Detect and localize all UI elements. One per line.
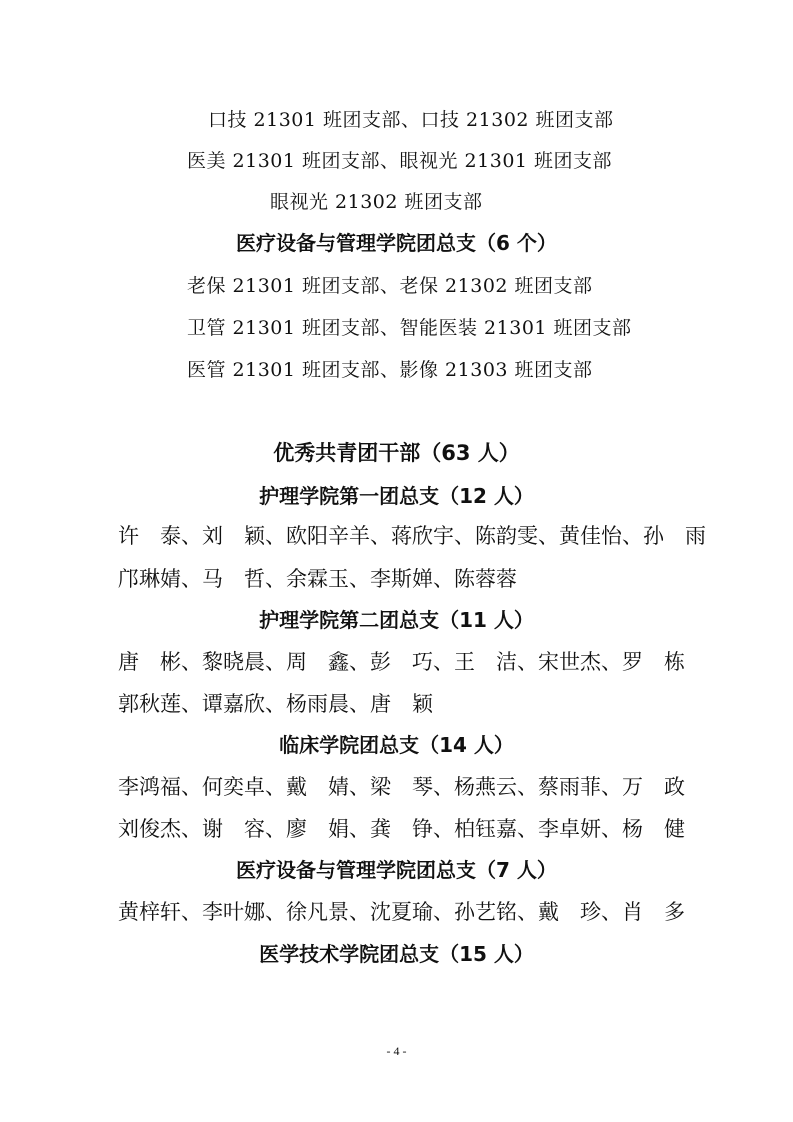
name-list-line: 许 泰、刘 颖、欧阳辛羊、蒋欣宇、陈韵雯、黄佳怡、孙 雨 bbox=[118, 524, 706, 548]
name-list-line: 郭秋莲、谭嘉欣、杨雨晨、唐 颖 bbox=[118, 692, 433, 716]
section-heading-equipment-branches: 医疗设备与管理学院团总支（6 个） bbox=[236, 231, 557, 255]
branch-list-line: 卫管 21301 班团支部、智能医装 21301 班团支部 bbox=[187, 317, 632, 339]
branch-list-line: 医管 21301 班团支部、影像 21303 班团支部 bbox=[187, 359, 593, 381]
name-list-line: 李鸿福、何奕卓、戴 婧、梁 琴、杨燕云、蔡雨菲、万 政 bbox=[118, 775, 685, 799]
name-list-line: 黄梓轩、李叶娜、徐凡景、沈夏瑜、孙艺铭、戴 珍、肖 多 bbox=[118, 900, 685, 924]
page-number: - 4 - bbox=[386, 1044, 407, 1058]
group-heading: 护理学院第一团总支（12 人） bbox=[259, 484, 534, 508]
group-heading: 护理学院第二团总支（11 人） bbox=[259, 608, 534, 632]
branch-list-line: 口技 21301 班团支部、口技 21302 班团支部 bbox=[208, 109, 614, 131]
branch-list-line: 眼视光 21302 班团支部 bbox=[270, 191, 483, 213]
name-list-line: 刘俊杰、谢 容、廖 娟、龚 铮、柏钰嘉、李卓妍、杨 健 bbox=[118, 817, 685, 841]
branch-list-line: 医美 21301 班团支部、眼视光 21301 班团支部 bbox=[187, 150, 613, 172]
group-heading: 临床学院团总支（14 人） bbox=[279, 733, 514, 757]
group-heading: 医学技术学院团总支（15 人） bbox=[259, 942, 534, 966]
cadres-title: 优秀共青团干部（63 人） bbox=[273, 441, 520, 465]
name-list-line: 邝琳婧、马 哲、余霖玉、李斯婵、陈蓉蓉 bbox=[118, 567, 517, 591]
name-list-line: 唐 彬、黎晓晨、周 鑫、彭 巧、王 洁、宋世杰、罗 栋 bbox=[118, 650, 685, 674]
group-heading: 医疗设备与管理学院团总支（7 人） bbox=[236, 858, 557, 882]
branch-list-line: 老保 21301 班团支部、老保 21302 班团支部 bbox=[187, 275, 593, 297]
